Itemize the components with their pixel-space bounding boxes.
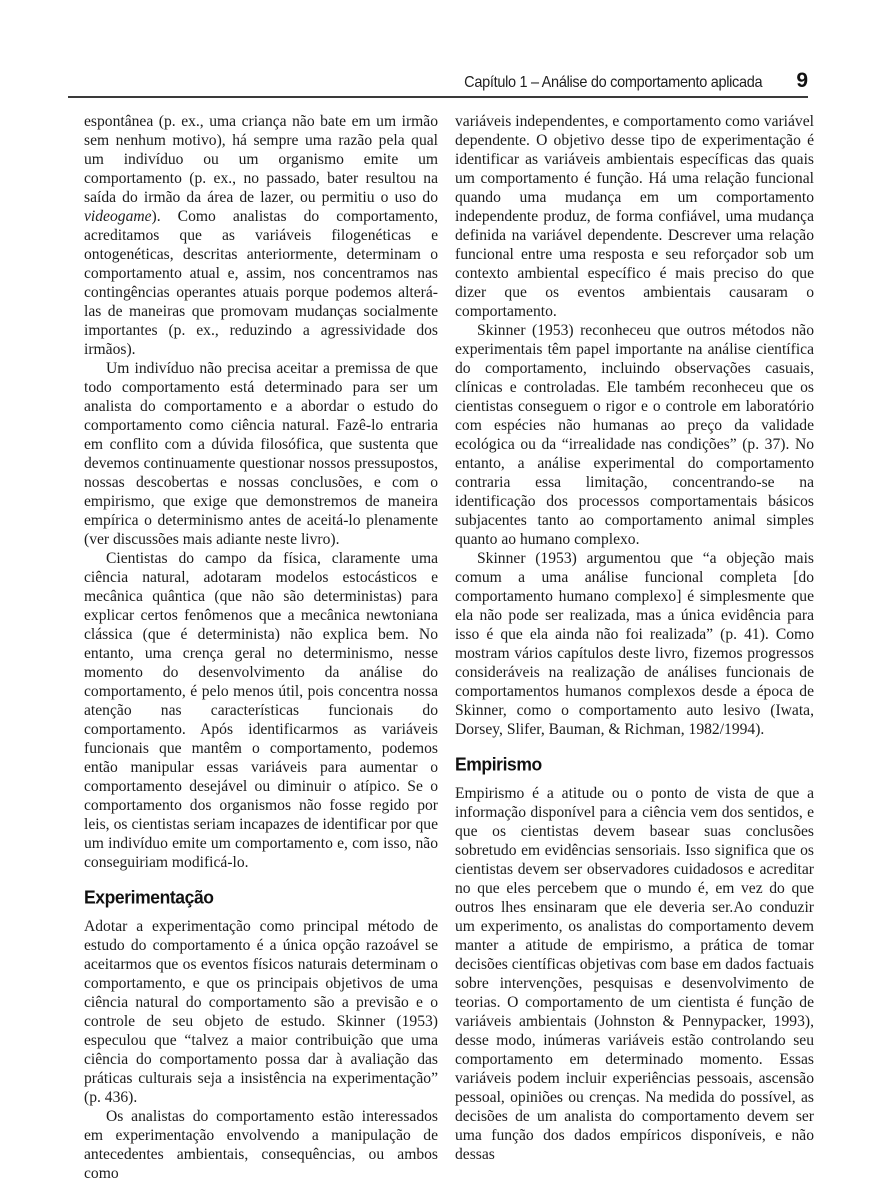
page-number: 9 xyxy=(796,69,808,92)
running-header xyxy=(68,70,808,91)
paragraph: Empirismo é a atitude ou o ponto de vista de que a informação disponível para a ciência vem dos sentidos, e que os cientistas devem basear suas conclusões sobretudo em evidências sensoriais. Isso significa que os cientistas devem ser observadores cuidadosos e acreditar no que eles percebem que o mundo é, em vez do que outros lhes ensinaram que ele deveria ser.Ao conduzir um experimento, os analistas do comportamento devem manter a atitude de empirismo, a prática de tomar decisões científicas objetivas com base em dados factuais sobre intervenções, pesquisas e desenvolvimento de teorias. O comportamento de um cientista é função de variáveis ambientais (Johnston & Pennypacker, 1993), desse modo, inúmeras variáveis estão controlando seu comportamento em determinado momento. Essas variáveis podem incluir experiências pessoais, ascensão pessoal, opiniões ou crenças. Na medida do possível, as decisões de um analista do comportamento devem ser uma função dos dados empíricos disponíveis, e não dessas xyxy=(455,785,814,1163)
chapter-title: Capítulo 1 – Análise do comportamento aplicada xyxy=(464,74,763,92)
paragraph: Skinner (1953) argumentou que “a objeção mais comum a uma análise funcional completa [do comportamento humano complexo] é simplesmente que ela não pode ser realizada, mas a única evidência para isso é que ela ainda não foi realizada” (p. 41). Como mostram vários capítulos deste livro, fizemos progressos consideráveis na realização de análises funcionais de comportamentos humanos complexos desde a época de Skinner, como o comportamento auto lesivo (Iwata, Dorsey, Slifer, Bauman, & Richman, 1982/1994). xyxy=(455,550,814,738)
section-heading-experimentacao: Experimentação xyxy=(84,886,214,908)
paragraph: Cientistas do campo da física, claramente uma ciência natural, adotaram modelos estocásticos e mecânica quântica (que não são deterministas) para explicar certos fenômenos que a mecânica newtoniana clássica (que é determinista) não explica bem. No entanto, uma crença geral no determinismo, nesse momento do desenvolvimento da análise do comportamento, é pelo menos útil, pois concentra nossa atenção nas características funcionais do comportamento. Após identificarmos as variáveis funcionais que mantêm o comportamento, podemos então manipular essas variáveis para aumentar o comportamento desejável ou diminuir o atípico. Se o comportamento dos organismos não fosse regido por leis, os cientistas seriam incapazes de identificar por que um indivíduo emite um comportamento e, com isso, não conseguiriam modificá-lo. xyxy=(84,550,438,871)
paragraph: Skinner (1953) reconheceu que outros métodos não experimentais têm papel importante na análise científica do comportamento, incluindo observações casuais, clínicas e controladas. Ele também reconheceu que os cientistas conseguem o rigor e o controle em laboratório com espécies não humanas ao preço da validade ecológica ou da “irrealidade nas condições” (p. 37). No entanto, a análise experimental do comportamento contraria essa limitação, concentrando-se na identificação dos processos comportamentais básicos subjacentes tanto ao comportamento animal simples quanto ao humano complexo. xyxy=(455,322,814,548)
paragraph-text: espontânea (p. ex., uma criança não bate em um irmão sem nenhum motivo), há sempre uma razão pela qual um indivíduo ou um organismo emite um comportamento (p. ex., no passado, bater resultou na saída do irmão da área de lazer, ou permitiu o uso do xyxy=(84,113,438,206)
italic-term: videogame xyxy=(84,208,152,225)
paragraph: Adotar a experimentação como principal método de estudo do comportamento é a única opção razoável se aceitarmos que os eventos físicos naturais determinam o comportamento, e que os principais objetivos de uma ciência natural do comportamento são a previsão e o controle de seu objeto de estudo. Skinner (1953) especulou que “talvez a maior contribuição que uma ciência do comportamento possa dar à avaliação das práticas culturais seja a insistência na experimentação” (p. 436). xyxy=(84,918,438,1106)
two-column-text-body xyxy=(84,112,814,1183)
section-heading-empirismo: Empirismo xyxy=(455,753,542,775)
right-column xyxy=(455,112,814,1183)
paragraph-text: ). Como analistas do comportamento, acreditamos que as variáveis filogenéticas e ontogenéticas, descritas anteriormente, determinam o comportamento atual e, assim, nos concentramos nas contingências operantes atuais porque podemos alterá-las de maneiras que promovam mudanças socialmente importantes (p. ex., reduzindo a agressividade dos irmãos). xyxy=(84,208,438,358)
header-rule xyxy=(68,96,808,98)
paragraph-continuation xyxy=(84,112,438,359)
left-column xyxy=(84,112,438,1183)
paragraph-continuation: variáveis independentes, e comportamento como variável dependente. O objetivo desse tipo de experimentação é identificar as variáveis ambientais específicas das quais um comportamento é função. Há uma relação funcional quando uma mudança em um comportamento independente produz, de forma confiável, uma mudança definida na variável dependente. Descrever uma relação funcional entre uma resposta e seu reforçador sob um contexto ambiental específico é mais preciso do que dizer que os eventos ambientais causaram o comportamento. xyxy=(455,113,814,320)
paragraph: Os analistas do comportamento estão interessados em experimentação envolvendo a manipulação de antecedentes ambientais, consequências, ou ambos como xyxy=(84,1108,438,1182)
paragraph: Um indivíduo não precisa aceitar a premissa de que todo comportamento está determinado para ser um analista do comportamento e a abordar o estudo do comportamento como ciência natural. Fazê-lo entraria em conflito com a dúvida filosófica, que sustenta que devemos continuamente questionar nossos pressupostos, nossas descobertas e nossas conclusões, e com o empirismo, que exige que demonstremos de maneira empírica o determinismo antes de aceitá-lo plenamente (ver discussões mais adiante neste livro). xyxy=(84,360,438,548)
